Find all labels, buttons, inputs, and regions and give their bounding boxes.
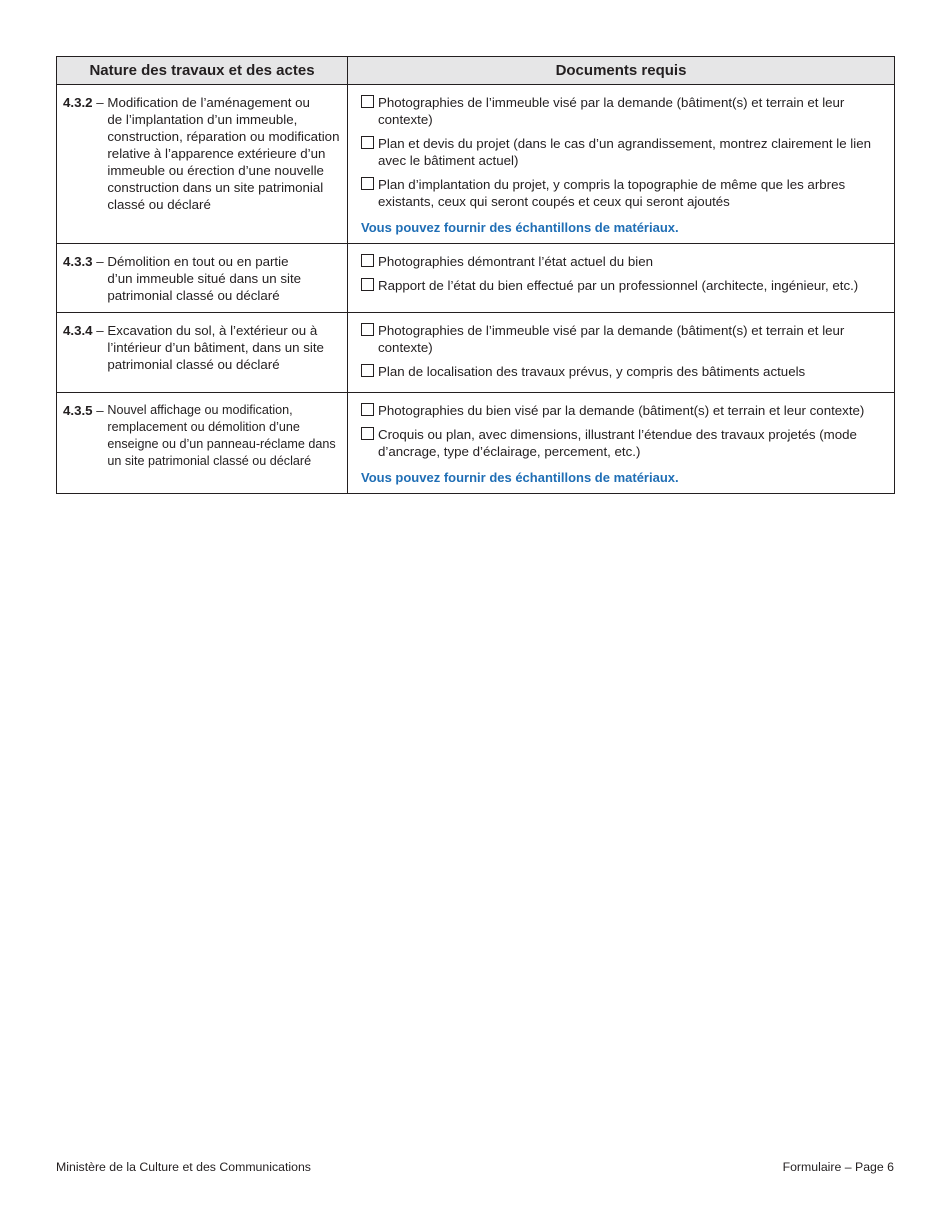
section-number: 4.3.4 bbox=[63, 323, 93, 338]
documents-cell bbox=[348, 244, 895, 313]
materials-note: Vous pouvez fournir des échantillons de matériaux. bbox=[361, 220, 679, 235]
document-checkbox[interactable] bbox=[361, 427, 374, 440]
document-checkbox[interactable] bbox=[361, 136, 374, 149]
materials-note: Vous pouvez fournir des échantillons de matériaux. bbox=[361, 470, 679, 485]
document-checkbox[interactable] bbox=[361, 254, 374, 267]
document-label: Rapport de l’état du bien effectué par un professionnel (architecte, ingénieur, etc.) bbox=[378, 278, 859, 293]
document-label: Photographies du bien visé par la demande (bâtiment(s) et terrain et leur contexte) bbox=[378, 403, 865, 418]
document-item bbox=[361, 277, 888, 294]
documents-cell bbox=[348, 313, 895, 393]
document-item bbox=[361, 426, 888, 460]
table-row bbox=[57, 393, 895, 494]
header-documents: Documents requis bbox=[348, 57, 895, 85]
document-item bbox=[361, 402, 888, 419]
documents-cell bbox=[348, 85, 895, 244]
nature-description: l’intérieur d’un bâtiment, dans un site patrimonial classé ou déclaré bbox=[107, 340, 324, 372]
document-checkbox[interactable] bbox=[361, 364, 374, 377]
section-number: 4.3.2 bbox=[63, 95, 93, 110]
table-row bbox=[57, 85, 895, 244]
nature-description: de l’implantation d’un immeuble, construction, réparation ou modification relative à l’apparence extérieure d’un immeuble ou érection d’une nouvelle construction dans un site patrimonial classé ou déclaré bbox=[107, 112, 340, 212]
document-item bbox=[361, 176, 888, 210]
document-item bbox=[361, 135, 888, 169]
document-item bbox=[361, 363, 888, 380]
section-dash: – bbox=[92, 323, 108, 338]
section-dash: – bbox=[92, 403, 108, 418]
nature-description-first: Démolition en tout ou en partie bbox=[107, 254, 289, 269]
header-nature: Nature des travaux et des actes bbox=[57, 57, 348, 85]
nature-cell bbox=[57, 85, 348, 244]
section-number: 4.3.5 bbox=[63, 403, 93, 418]
nature-description: d’un immeuble situé dans un site patrimonial classé ou déclaré bbox=[107, 271, 302, 303]
nature-description-first: Modification de l’aménagement ou bbox=[107, 95, 310, 110]
document-item bbox=[361, 322, 888, 356]
section-number: 4.3.3 bbox=[63, 254, 93, 269]
nature-cell bbox=[57, 244, 348, 313]
document-checkbox[interactable] bbox=[361, 177, 374, 190]
table-row bbox=[57, 244, 895, 313]
section-dash: – bbox=[92, 254, 108, 269]
document-label: Plan de localisation des travaux prévus, y compris des bâtiments actuels bbox=[378, 364, 806, 379]
table-row bbox=[57, 313, 895, 393]
section-dash: – bbox=[92, 95, 108, 110]
document-checkbox[interactable] bbox=[361, 403, 374, 416]
table-header-row bbox=[57, 57, 895, 85]
document-label: Plan et devis du projet (dans le cas d’un agrandissement, montrez clairement le lien avec le bâtiment actuel) bbox=[378, 136, 871, 168]
nature-description-first: Excavation du sol, à l’extérieur ou à bbox=[107, 323, 318, 338]
document-item bbox=[361, 253, 888, 270]
nature-cell bbox=[57, 393, 348, 494]
documents-cell bbox=[348, 393, 895, 494]
document-item bbox=[361, 94, 888, 128]
nature-description-first: Nouvel affichage ou modification, bbox=[107, 403, 293, 417]
document-label: Photographies de l’immeuble visé par la demande (bâtiment(s) et terrain et leur contexte) bbox=[378, 95, 845, 127]
document-label: Croquis ou plan, avec dimensions, illustrant l’étendue des travaux projetés (mode d’ancrage, type d’éclairage, percement, etc.) bbox=[378, 427, 857, 459]
nature-cell bbox=[57, 313, 348, 393]
document-label: Photographies de l’immeuble visé par la demande (bâtiment(s) et terrain et leur contexte) bbox=[378, 323, 845, 355]
documents-table bbox=[56, 56, 895, 494]
document-checkbox[interactable] bbox=[361, 278, 374, 291]
footer-page-number: Formulaire – Page 6 bbox=[782, 1160, 894, 1174]
document-label: Photographies démontrant l’état actuel du bien bbox=[378, 254, 653, 269]
document-checkbox[interactable] bbox=[361, 95, 374, 108]
document-checkbox[interactable] bbox=[361, 323, 374, 336]
footer-ministry: Ministère de la Culture et des Communications bbox=[56, 1160, 311, 1174]
document-label: Plan d’implantation du projet, y compris la topographie de même que les arbres existants, ceux qui seront coupés et ceux qui seront ajoutés bbox=[378, 177, 846, 209]
nature-description: remplacement ou démolition d’une enseigne ou d’un panneau-réclame dans un site patrimonial classé ou déclaré bbox=[107, 420, 336, 468]
